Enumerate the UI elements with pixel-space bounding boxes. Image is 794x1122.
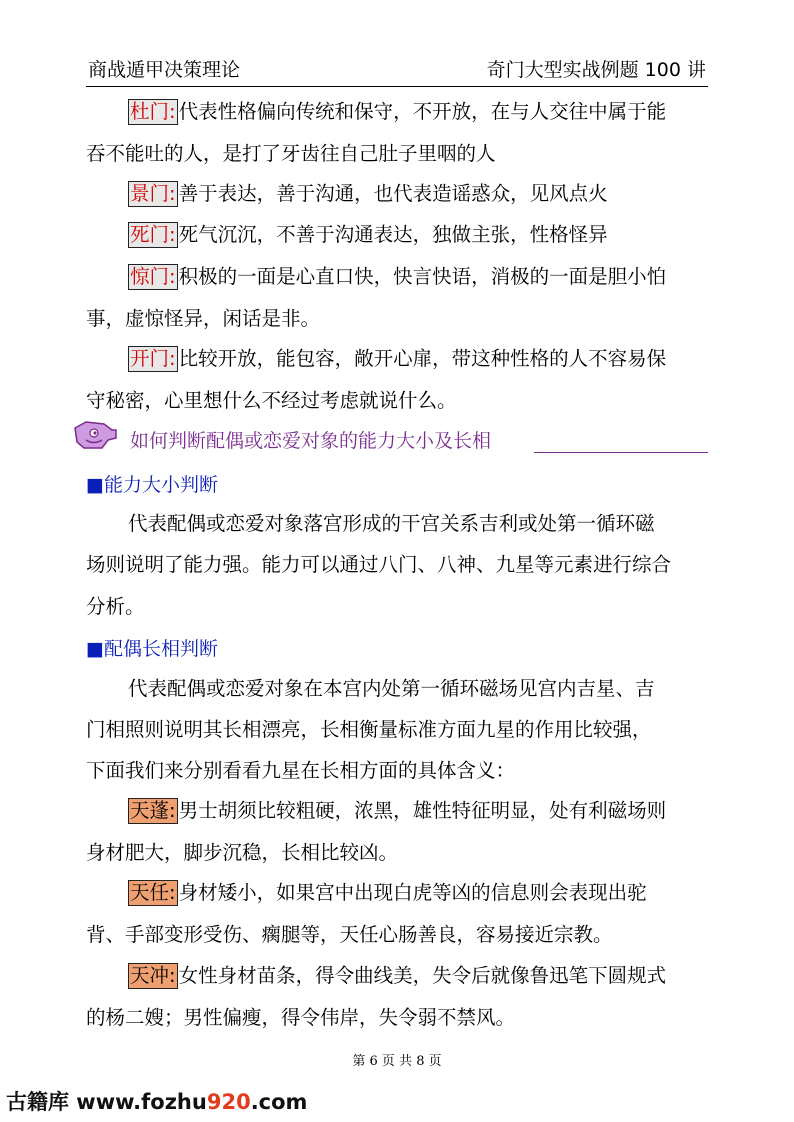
paragraph-tianren-line-2 (86, 922, 613, 948)
appearance-line-3: 下面我们来分别看看九星在长相方面的具体含义： (86, 759, 516, 782)
appearance-line-1: 代表配偶或恋爱对象在本宫内处第一循环磁场见宫内吉星、吉 (128, 677, 655, 700)
header-left-title: 商战遁甲决策理论 (88, 59, 241, 81)
door-tag: 景门: (130, 182, 176, 205)
watermark (6, 1086, 307, 1116)
paragraph-text: 身材矮小，如果宫中出现白虎等凶的信息则会表现出驼 (178, 881, 647, 904)
paragraph-kaimen-line-1 (128, 346, 666, 372)
paragraph-text: 代表性格偏向传统和保守，不开放，在与人交往中属于能 (178, 100, 667, 123)
paragraph-text: 男士胡须比较粗硬，浓黑，雄性特征明显，处有利磁场则 (178, 799, 667, 822)
paragraph-text: 事，虚惊怪异，闲话是非。 (86, 307, 321, 330)
paragraph-text: 比较开放，能包容，敞开心扉，带这种性格的人不容易保 (178, 347, 667, 370)
paragraph-text: 积极的一面是心直口快，快言快语，消极的一面是胆小怕 (178, 265, 667, 288)
subheading-appearance: ■配偶长相判断 (86, 638, 218, 660)
star-tag: 天冲: (130, 964, 176, 987)
paragraph-dumen-line-1 (128, 99, 666, 125)
paragraph-text: 善于表达，善于沟通，也代表造谣惑众，见风点火 (178, 182, 608, 205)
appearance-line-2: 门相照则说明其长相漂亮，长相衡量标准方面九星的作用比较强， (86, 718, 652, 741)
paragraph-jingmen2-line-2 (86, 306, 320, 332)
paragraph-tianren-line-1 (128, 880, 647, 906)
paragraph-dumen-line-2 (86, 141, 496, 167)
paragraph-text: 的杨二嫂；男性偏瘦，得令伟岸，失令弱不禁风。 (86, 1006, 516, 1029)
paragraph-tianpeng-line-2 (86, 840, 398, 866)
paragraph-tianchong-line-2 (86, 1005, 515, 1031)
paragraph-jingmen (128, 181, 608, 207)
watermark-text-a: 古籍库 www.fozhu (6, 1090, 207, 1114)
paragraph-text: 死气沉沉，不善于沟通表达，独做主张，性格怪异 (178, 223, 608, 246)
paragraph-kaimen-line-2 (86, 388, 457, 414)
door-tag: 死门: (130, 223, 176, 246)
paragraph-simen (128, 222, 608, 248)
paragraph-text: 守秘密，心里想什么不经过考虑就说什么。 (86, 389, 457, 412)
watermark-text-c: .com (250, 1090, 308, 1114)
paragraph-text: 背、手部变形受伤、瘸腿等，天任心肠善良，容易接近宗教。 (86, 923, 613, 946)
paragraph-text: 女性身材苗条，得令曲线美，失令后就像鲁迅笔下圆规式 (178, 964, 667, 987)
section-heading (86, 418, 708, 458)
page-header (86, 56, 708, 87)
page-number: 第 6 页 共 8 页 (352, 1054, 442, 1069)
header-right-title: 奇门大型实战例题 100 讲 (486, 59, 706, 81)
door-tag: 杜门: (130, 100, 176, 123)
pointing-hand-icon (72, 418, 120, 454)
ability-line-1: 代表配偶或恋爱对象落宫形成的干宫关系吉利或处第一循环磁 (128, 512, 655, 535)
ability-line-3: 分析。 (86, 595, 145, 618)
paragraph-text: 身材肥大，脚步沉稳，长相比较凶。 (86, 841, 399, 864)
star-tag: 天任: (130, 881, 176, 904)
paragraph-tianpeng-line-1 (128, 798, 666, 824)
paragraph-jingmen2-line-1 (128, 264, 666, 290)
section-underline (534, 452, 708, 453)
section-title: 如何判断配偶或恋爱对象的能力大小及长相 (130, 430, 492, 452)
door-tag: 开门: (130, 347, 176, 370)
subheading-ability: ■能力大小判断 (86, 474, 218, 496)
star-tag: 天蓬: (130, 799, 176, 822)
watermark-text-b: 920 (206, 1090, 251, 1114)
ability-line-2: 场则说明了能力强。能力可以通过八门、八神、九星等元素进行综合 (86, 553, 672, 576)
door-tag: 惊门: (130, 265, 176, 288)
paragraph-tianchong-line-1 (128, 963, 666, 989)
paragraph-text: 吞不能吐的人，是打了牙齿往自己肚子里咽的人 (86, 142, 496, 165)
